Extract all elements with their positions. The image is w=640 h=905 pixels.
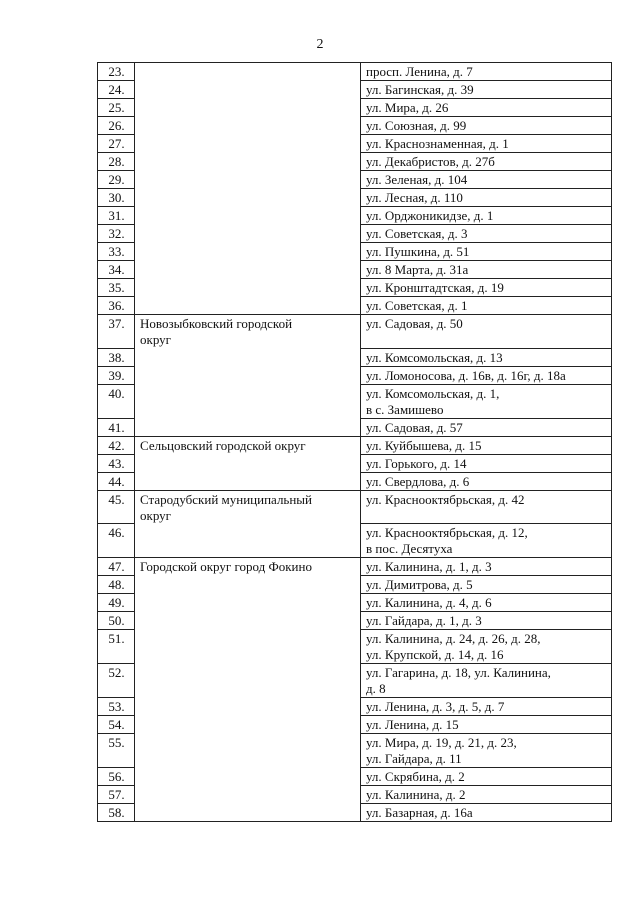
row-number: 51. — [98, 630, 135, 664]
address-cell: ул. Мира, д. 26 — [361, 99, 612, 117]
row-number: 48. — [98, 576, 135, 594]
address-cell: ул. Ленина, д. 3, д. 5, д. 7 — [361, 698, 612, 716]
address-cell: ул. Орджоникидзе, д. 1 — [361, 207, 612, 225]
row-number: 56. — [98, 768, 135, 786]
district-cell — [135, 63, 361, 81]
table-row — [98, 243, 612, 261]
address-cell: ул. Садовая, д. 50 — [361, 315, 612, 349]
table-row — [98, 594, 612, 612]
district-cell — [135, 225, 361, 243]
address-table-body — [98, 63, 612, 822]
table-row — [98, 261, 612, 279]
district-cell: Городской округ город Фокино — [135, 558, 361, 576]
address-cell: ул. Декабристов, д. 27б — [361, 153, 612, 171]
district-cell — [135, 698, 361, 716]
row-number: 26. — [98, 117, 135, 135]
district-cell — [135, 81, 361, 99]
address-cell: ул. Гайдара, д. 1, д. 3 — [361, 612, 612, 630]
table-row — [98, 297, 612, 315]
district-cell — [135, 153, 361, 171]
address-cell: ул. Калинина, д. 2 — [361, 786, 612, 804]
district-cell: Новозыбковский городской округ — [135, 315, 361, 349]
address-cell: ул. Багинская, д. 39 — [361, 81, 612, 99]
row-number: 39. — [98, 366, 135, 384]
address-cell: ул. Краснознаменная, д. 1 — [361, 135, 612, 153]
address-cell: ул. Советская, д. 1 — [361, 297, 612, 315]
address-cell: ул. Гагарина, д. 18, ул. Калинина, д. 8 — [361, 664, 612, 698]
district-cell — [135, 630, 361, 664]
row-number: 50. — [98, 612, 135, 630]
table-row — [98, 81, 612, 99]
address-cell: ул. Горького, д. 14 — [361, 454, 612, 472]
district-cell — [135, 384, 361, 418]
table-row — [98, 279, 612, 297]
address-cell: ул. Комсомольская, д. 13 — [361, 348, 612, 366]
table-row — [98, 436, 612, 454]
table-row — [98, 454, 612, 472]
district-cell — [135, 804, 361, 822]
address-cell: ул. Мира, д. 19, д. 21, д. 23, ул. Гайдара, д. 11 — [361, 734, 612, 768]
row-number: 28. — [98, 153, 135, 171]
table-row — [98, 99, 612, 117]
address-cell: просп. Ленина, д. 7 — [361, 63, 612, 81]
table-row — [98, 207, 612, 225]
district-cell — [135, 171, 361, 189]
table-row — [98, 768, 612, 786]
table-row — [98, 716, 612, 734]
row-number: 27. — [98, 135, 135, 153]
address-cell: ул. Калинина, д. 24, д. 26, д. 28, ул. Крупской, д. 14, д. 16 — [361, 630, 612, 664]
row-number: 57. — [98, 786, 135, 804]
table-row — [98, 189, 612, 207]
row-number: 42. — [98, 436, 135, 454]
district-cell — [135, 472, 361, 490]
table-row — [98, 348, 612, 366]
address-cell: ул. Димитрова, д. 5 — [361, 576, 612, 594]
address-cell: ул. Пушкина, д. 51 — [361, 243, 612, 261]
table-row — [98, 524, 612, 558]
district-cell — [135, 99, 361, 117]
district-cell — [135, 786, 361, 804]
address-cell: ул. Калинина, д. 1, д. 3 — [361, 558, 612, 576]
address-cell: ул. Ленина, д. 15 — [361, 716, 612, 734]
address-cell: ул. Калинина, д. 4, д. 6 — [361, 594, 612, 612]
address-table — [97, 62, 612, 822]
row-number: 58. — [98, 804, 135, 822]
row-number: 37. — [98, 315, 135, 349]
district-cell — [135, 594, 361, 612]
district-cell — [135, 189, 361, 207]
table-row — [98, 153, 612, 171]
table-row — [98, 225, 612, 243]
address-cell: ул. Ломоносова, д. 16в, д. 16г, д. 18а — [361, 366, 612, 384]
row-number: 35. — [98, 279, 135, 297]
district-cell — [135, 243, 361, 261]
district-cell — [135, 576, 361, 594]
district-cell — [135, 418, 361, 436]
row-number: 46. — [98, 524, 135, 558]
row-number: 32. — [98, 225, 135, 243]
table-row — [98, 63, 612, 81]
district-cell — [135, 279, 361, 297]
table-row — [98, 698, 612, 716]
table-row — [98, 558, 612, 576]
row-number: 23. — [98, 63, 135, 81]
table-row — [98, 171, 612, 189]
table-row — [98, 612, 612, 630]
address-cell: ул. Базарная, д. 16а — [361, 804, 612, 822]
table-row — [98, 734, 612, 768]
address-cell: ул. Садовая, д. 57 — [361, 418, 612, 436]
district-cell — [135, 734, 361, 768]
table-row — [98, 117, 612, 135]
table-row — [98, 664, 612, 698]
address-cell: ул. Краснооктябрьская, д. 12, в пос. Десятуха — [361, 524, 612, 558]
address-cell: ул. Союзная, д. 99 — [361, 117, 612, 135]
row-number: 55. — [98, 734, 135, 768]
address-cell: ул. Скрябина, д. 2 — [361, 768, 612, 786]
row-number: 45. — [98, 490, 135, 524]
district-cell: Стародубский муниципальный округ — [135, 490, 361, 524]
district-cell — [135, 524, 361, 558]
district-cell — [135, 454, 361, 472]
row-number: 34. — [98, 261, 135, 279]
table-row — [98, 630, 612, 664]
table-row — [98, 366, 612, 384]
table-row — [98, 786, 612, 804]
row-number: 49. — [98, 594, 135, 612]
table-row — [98, 576, 612, 594]
address-cell: ул. Советская, д. 3 — [361, 225, 612, 243]
row-number: 29. — [98, 171, 135, 189]
address-cell: ул. Краснооктябрьская, д. 42 — [361, 490, 612, 524]
district-cell — [135, 135, 361, 153]
row-number: 44. — [98, 472, 135, 490]
page-number: 2 — [316, 37, 324, 52]
district-cell — [135, 716, 361, 734]
address-cell: ул. Комсомольская, д. 1, в с. Замишево — [361, 384, 612, 418]
district-cell — [135, 768, 361, 786]
row-number: 40. — [98, 384, 135, 418]
row-number: 24. — [98, 81, 135, 99]
district-cell — [135, 261, 361, 279]
district-cell — [135, 348, 361, 366]
district-cell — [135, 207, 361, 225]
address-cell: ул. Куйбышева, д. 15 — [361, 436, 612, 454]
row-number: 31. — [98, 207, 135, 225]
row-number: 25. — [98, 99, 135, 117]
district-cell — [135, 366, 361, 384]
district-cell — [135, 612, 361, 630]
row-number: 47. — [98, 558, 135, 576]
table-row — [98, 315, 612, 349]
district-cell — [135, 664, 361, 698]
row-number: 30. — [98, 189, 135, 207]
table-row — [98, 418, 612, 436]
address-cell: ул. 8 Марта, д. 31а — [361, 261, 612, 279]
address-cell: ул. Кронштадтская, д. 19 — [361, 279, 612, 297]
row-number: 41. — [98, 418, 135, 436]
table-row — [98, 804, 612, 822]
row-number: 43. — [98, 454, 135, 472]
address-cell: ул. Зеленая, д. 104 — [361, 171, 612, 189]
table-row — [98, 384, 612, 418]
row-number: 38. — [98, 348, 135, 366]
address-cell: ул. Свердлова, д. 6 — [361, 472, 612, 490]
district-cell — [135, 117, 361, 135]
table-row — [98, 490, 612, 524]
row-number: 53. — [98, 698, 135, 716]
row-number: 33. — [98, 243, 135, 261]
row-number: 36. — [98, 297, 135, 315]
row-number: 54. — [98, 716, 135, 734]
address-cell: ул. Лесная, д. 110 — [361, 189, 612, 207]
district-cell: Сельцовский городской округ — [135, 436, 361, 454]
table-row — [98, 472, 612, 490]
table-row — [98, 135, 612, 153]
row-number: 52. — [98, 664, 135, 698]
district-cell — [135, 297, 361, 315]
